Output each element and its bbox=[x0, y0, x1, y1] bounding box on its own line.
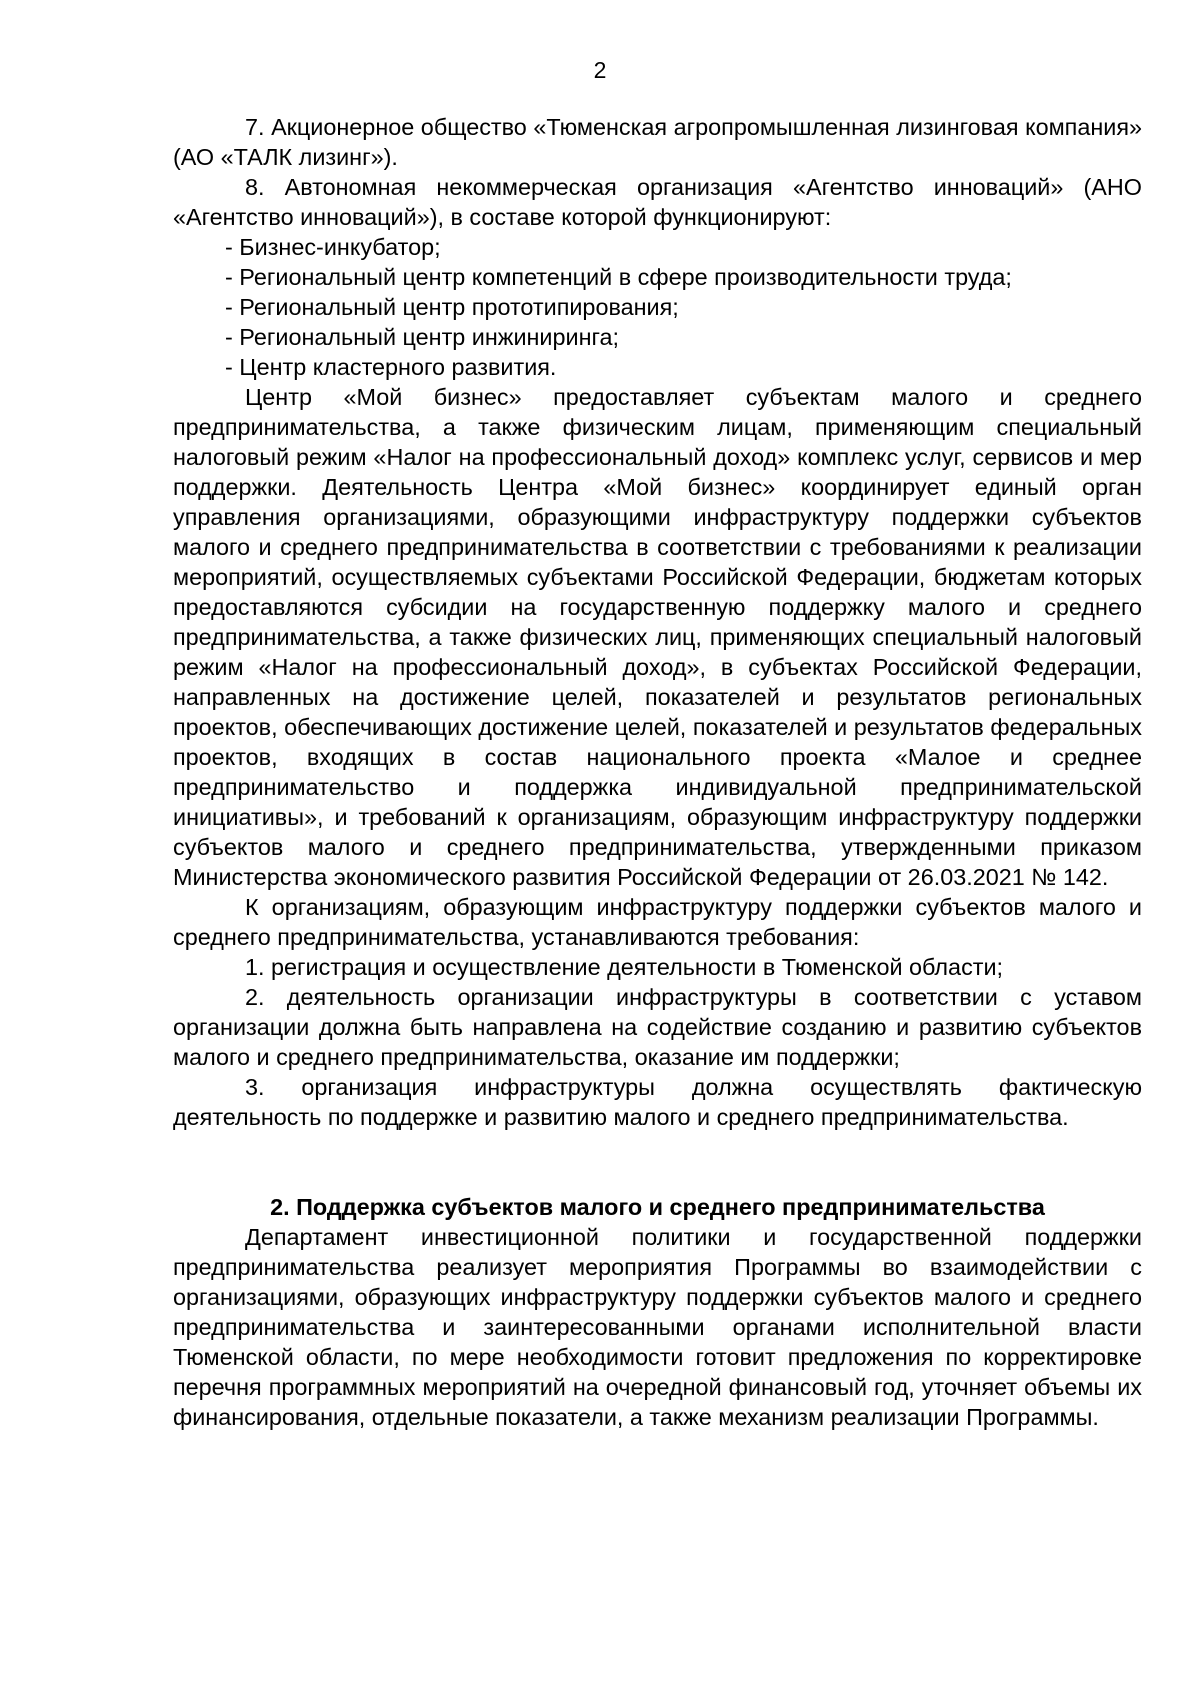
list-item: - Региональный центр инжиниринга; bbox=[225, 324, 620, 350]
list-item: - Региональный центр прототипирования; bbox=[225, 294, 679, 320]
section-heading: 2. Поддержка субъектов малого и среднего предпринимательства bbox=[270, 1194, 1045, 1220]
paragraph-moy-biznes: Центр «Мой бизнес» предоставляет субъектам малого и среднего предпринимательства, а также физическим лицам, применяющим специальный налоговый режим «Налог на профессиональный доход» комплекс услуг, сервисов и мер поддержки. Деятельность Центра «Мой бизнес» координирует единый орган управления организациями, образующими инфраструктуру поддержки субъектов малого и среднего предпринимательства в соответствии с требованиями к реализации мероприятий, осуществляемых субъектами Российской Федерации, бюджетам которых предоставляются субсидии на государственную поддержку малого и среднего предпринимательства, а также физических лиц, применяющих специальный налоговый режим «Налог на профессиональный доход», в субъектах Российской Федерации, направленных на достижение целей, показателей и результатов региональных проектов, обеспечивающих достижение целей, показателей и результатов федеральных проектов, входящих в состав национального проекта «Малое и среднее предпринимательство и поддержка индивидуальной предпринимательской инициативы», и требований к организациям, образующим инфраструктуру поддержки субъектов малого и среднего предпринимательства, утвержденными приказом Министерства экономического развития Российской Федерации от 26.03.2021 № 142. bbox=[173, 384, 1142, 890]
paragraph-item-8: 8. Автономная некоммерческая организация «Агентство инноваций» (АНО «Агентство инноваций»), в составе которой функционируют: bbox=[173, 174, 1142, 230]
requirement-item-2: 2. деятельность организации инфраструктуры в соответствии с уставом организации должна быть направлена на содействие созданию и развитию субъектов малого и среднего предпринимательства, оказание им поддержки; bbox=[173, 984, 1142, 1070]
document-body bbox=[173, 112, 1142, 1432]
paragraph-item-7: 7. Акционерное общество «Тюменская агропромышленная лизинговая компания» (АО «ТАЛК лизинг»). bbox=[173, 114, 1142, 170]
list-item: - Бизнес-инкубатор; bbox=[225, 234, 441, 260]
page-number: 2 bbox=[593, 57, 607, 83]
list-item: - Региональный центр компетенций в сфере производительности труда; bbox=[225, 264, 1012, 290]
paragraph-requirements-intro: К организациям, образующим инфраструктуру поддержки субъектов малого и среднего предпринимательства, устанавливаются требования: bbox=[173, 894, 1142, 950]
paragraph-department: Департамент инвестиционной политики и государственной поддержки предпринимательства реализует мероприятия Программы во взаимодействии с организациями, образующих инфраструктуру поддержки субъектов малого и среднего предпринимательства и заинтересованными органами исполнительной власти Тюменской области, по мере необходимости готовит предложения по корректировке перечня программных мероприятий на очередной финансовый год, уточняет объемы их финансирования, отдельные показатели, а также механизм реализации Программы. bbox=[173, 1224, 1142, 1430]
list-item: - Центр кластерного развития. bbox=[225, 354, 557, 380]
requirement-item-1: 1. регистрация и осуществление деятельности в Тюменской области; bbox=[245, 954, 1004, 980]
section-spacer bbox=[173, 1132, 1142, 1192]
requirement-item-3: 3. организация инфраструктуры должна осуществлять фактическую деятельность по поддержке и развитию малого и среднего предпринимательства. bbox=[173, 1074, 1142, 1130]
